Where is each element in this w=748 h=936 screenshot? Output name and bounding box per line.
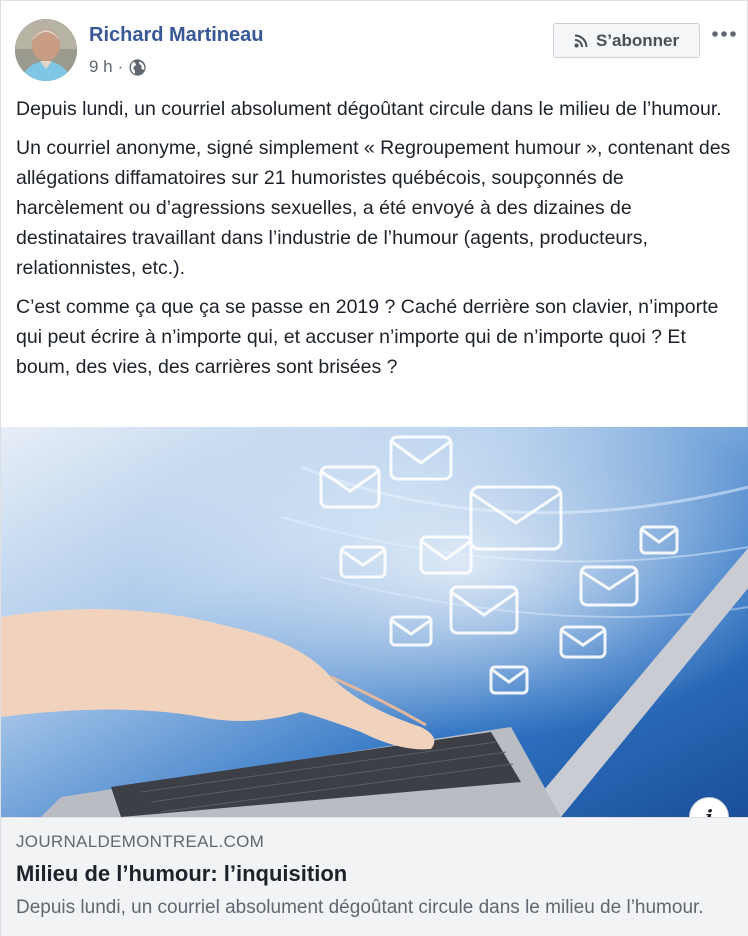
post-time[interactable]: 9 h bbox=[89, 57, 113, 76]
rss-icon bbox=[574, 34, 588, 48]
post-paragraph-1: Depuis lundi, un courriel absolument dégoûtant circule dans le milieu de l’humour. bbox=[16, 98, 722, 120]
globe-icon bbox=[128, 58, 147, 77]
more-options-icon[interactable] bbox=[709, 23, 739, 45]
author-name[interactable]: Richard Martineau bbox=[89, 24, 264, 46]
link-preview[interactable] bbox=[1, 817, 748, 936]
link-description: Depuis lundi, un courriel absolument dégoûtant circule dans le milieu de l’humour. bbox=[16, 897, 704, 918]
post-paragraph-3: C’est comme ça que ça se passe en 2019 ? Caché derrière son clavier, n’importe qui peut écrire à n’importe qui, et accuser n’importe qui de n’importe quoi ? Et boum, des vies, des carrières sont brisées ? bbox=[16, 296, 719, 378]
post-meta bbox=[89, 57, 147, 77]
link-domain: JOURNALDEMONTREAL.COM bbox=[16, 832, 265, 851]
avatar[interactable] bbox=[15, 19, 77, 81]
follow-button[interactable] bbox=[553, 23, 700, 58]
link-image[interactable] bbox=[1, 427, 748, 817]
meta-separator: · bbox=[117, 57, 124, 76]
post-text bbox=[16, 94, 736, 391]
link-title[interactable]: Milieu de l’humour: l’inquisition bbox=[16, 861, 348, 886]
post-header bbox=[15, 19, 747, 83]
post-paragraph-2: Un courriel anonyme, signé simplement « Regroupement humour », contenant des allégations diffamatoires sur 21 humoristes québécois, soupçonnés de harcèlement ou d’agressions sexuelles, a été envoyé à des dizaines de destinataires travaillant dans l’industrie de l’humour (agents, producteurs, relationnistes, etc.). bbox=[16, 137, 731, 279]
follow-label: S’abonner bbox=[595, 30, 680, 50]
